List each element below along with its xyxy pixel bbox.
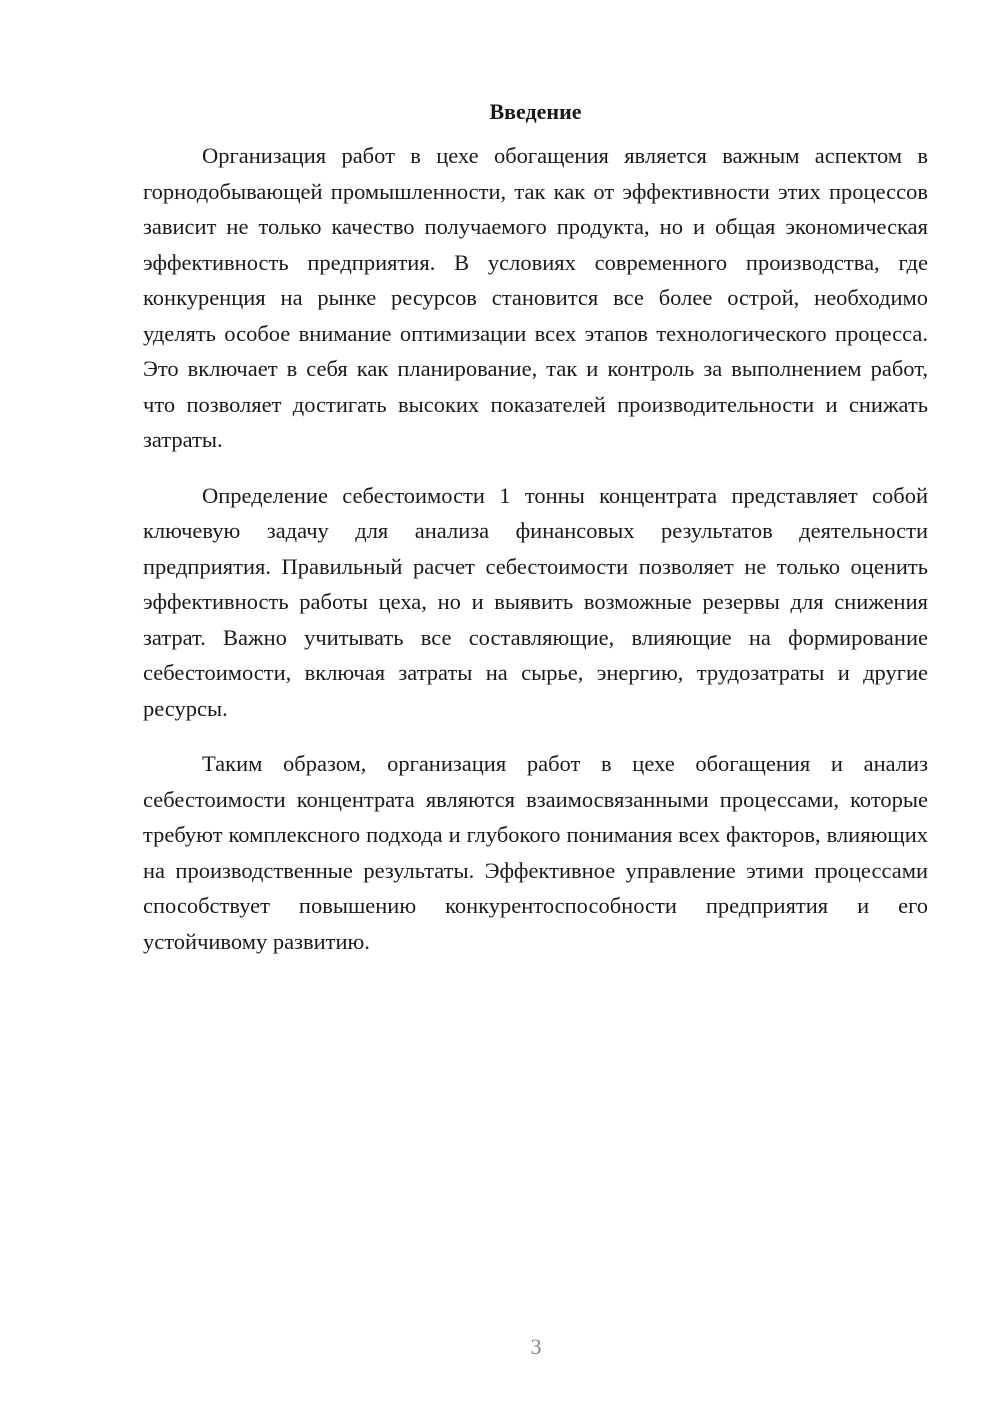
paragraph-1: Организация работ в цехе обогащения является важным аспектом в горнодобывающей промышленности, так как от эффективности этих процессов зависит не только качество получаемого продукта, но и общая экономическая эффективность предприятия. В условиях современного производства, где конкуренция на рынке ресурсов становится все более острой, необходимо уделять особое внимание оптимизации всех этапов технологического процесса. Это включает в себя как планирование, так и контроль за выполнением работ, что позволяет достигать высоких показателей производительности и снижать затраты. (143, 143, 928, 452)
paragraph-2: Определение себестоимости 1 тонны концентрата представляет собой ключевую задачу для анализа финансовых результатов деятельности предприятия. Правильный расчет себестоимости позволяет не только оценить эффективность работы цеха, но и выявить возможные резервы для снижения затрат. Важно учитывать все составляющие, влияющие на формирование себестоимости, включая затраты на сырье, энергию, трудозатраты и другие ресурсы. (143, 482, 928, 721)
page-content (143, 96, 928, 959)
section-title: Введение (489, 99, 582, 124)
page-number: 3 (530, 1334, 542, 1359)
paragraph-3: Таким образом, организация работ в цехе обогащения и анализ себестоимости концентрата являются взаимосвязанными процессами, которые требуют комплексного подхода и глубокого понимания всех факторов, влияющих на производственные результаты. Эффективное управление этими процессами способствует повышению конкурентоспособности предприятия и его устойчивому развитию. (143, 751, 928, 954)
